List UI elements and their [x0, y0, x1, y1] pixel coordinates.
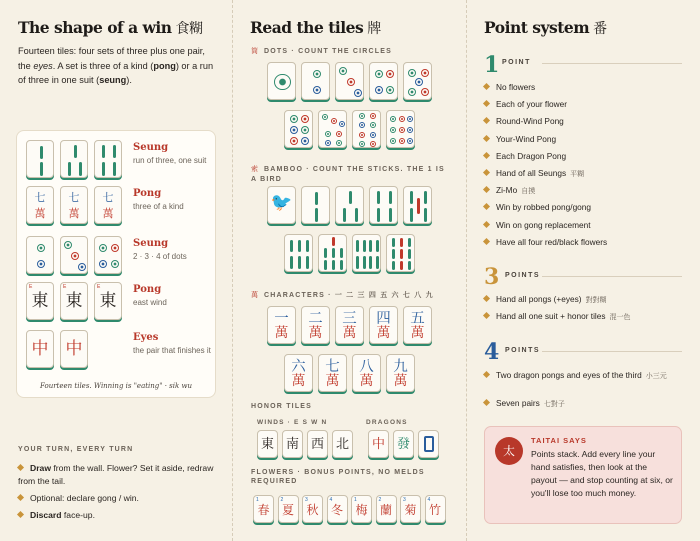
flower-tile: 2 夏 [278, 495, 299, 523]
one-point-label: POINT [502, 59, 531, 66]
turn-step: Discard face-up. [18, 509, 218, 522]
point-item: No flowers [484, 82, 684, 92]
dragon-tile: 中 [60, 330, 88, 368]
bamboo-tile [403, 186, 432, 224]
hand-caption: Fourteen tiles. Winning is "eating" · sik wu [40, 382, 192, 390]
wind-tile: 南 [282, 430, 303, 458]
character-tile: 七 萬 [94, 186, 122, 224]
four-points-number: 4 [484, 339, 500, 365]
diamond-icon [483, 186, 490, 193]
character-tile: 二 萬 [301, 306, 330, 344]
wind-tile: 東 [257, 430, 278, 458]
diamond-icon [483, 221, 490, 228]
bamboo-tile [301, 186, 330, 224]
character-tile: 七 萬 [318, 354, 347, 392]
hand-row-desc: three of a kind [133, 202, 184, 211]
dot-tile [386, 110, 415, 148]
bamboo-tile [369, 186, 398, 224]
dot-tile [352, 110, 381, 148]
bamboo-heading: 索 BAMBOO · COUNT THE STICKS. THE 1 IS A BIRD [251, 166, 445, 183]
point-item: Seven pairs 七對子 [484, 398, 684, 409]
bamboo-tile [335, 186, 364, 224]
characters-heading: 萬 CHARACTERS · 一 二 三 四 五 六 七 八 九 [251, 292, 434, 299]
flower-tile: 3 菊 [400, 495, 421, 523]
point-item: Round-Wind Pong [484, 116, 684, 126]
page-title-tiles: Read the tiles 牌 [250, 18, 381, 37]
winds-heading: WINDS · E S W N [257, 419, 328, 426]
wind-tile: E 東 [94, 282, 122, 320]
point-item: Hand all one suit + honor tiles 混一色 [484, 311, 684, 322]
dot-tile [284, 110, 313, 148]
hand-row-desc: the pair that finishes it [133, 346, 211, 355]
dragon-tile: 發 [393, 430, 414, 458]
diamond-icon [483, 295, 490, 302]
bamboo-tile [352, 234, 381, 272]
wind-tile: E 東 [60, 282, 88, 320]
hand-row-label: Pong [133, 284, 162, 295]
white-dragon-tile [418, 430, 439, 458]
flower-tile: 4 竹 [425, 495, 446, 523]
dot-tile [403, 62, 432, 100]
hand-row-label: Seung [133, 238, 169, 249]
diamond-icon [483, 135, 490, 142]
diamond-icon [483, 83, 490, 90]
point-item: Hand of all Seungs 平糊 [484, 168, 684, 179]
dot-tile [301, 62, 330, 100]
flower-tile: 1 梅 [351, 495, 372, 523]
diamond-icon [17, 494, 24, 501]
dot-tile [267, 62, 296, 100]
hand-row-label: Pong [133, 188, 162, 199]
bamboo-tile [94, 140, 122, 178]
character-tile: 九 萬 [386, 354, 415, 392]
three-points-label: POINTS [505, 272, 541, 279]
dots-heading: 筒 DOTS · COUNT THE CIRCLES [251, 48, 392, 55]
diamond-icon [483, 312, 490, 319]
hand-row-label: Seung [133, 142, 169, 153]
point-item: Each Dragon Pong [484, 151, 684, 161]
character-tile: 三 萬 [335, 306, 364, 344]
point-item: Win by robbed pong/gong [484, 202, 684, 212]
hand-row-label: Eyes [133, 332, 159, 343]
bamboo-tile [26, 140, 54, 178]
wind-tile: 北 [332, 430, 353, 458]
bamboo-tile [386, 234, 415, 272]
hand-row-desc: run of three, one suit [133, 156, 207, 165]
wind-tile: E 東 [26, 282, 54, 320]
diamond-icon [483, 169, 490, 176]
dot-tile [94, 236, 122, 274]
diamond-icon [17, 464, 24, 471]
bamboo-tile [318, 234, 347, 272]
dragon-tile: 中 [26, 330, 54, 368]
point-item: Win on gong replacement [484, 220, 684, 230]
page-title-points: Point system 番 [484, 18, 607, 37]
diamond-icon [483, 399, 490, 406]
character-tile: 七 萬 [60, 186, 88, 224]
character-tile: 七 萬 [26, 186, 54, 224]
turn-heading: YOUR TURN, EVERY TURN [18, 446, 134, 453]
character-tile: 五 萬 [403, 306, 432, 344]
flower-tile: 2 蘭 [376, 495, 397, 523]
bamboo-tile [284, 234, 313, 272]
flower-tile: 4 冬 [327, 495, 348, 523]
dragon-tile: 中 [368, 430, 389, 458]
dragons-heading: DRAGONS [366, 419, 408, 426]
flowers-heading: FLOWERS · BONUS POINTS, NO MELDS REQUIRED [251, 469, 425, 485]
diamond-icon [483, 152, 490, 159]
bamboo-tile: 🐦 [267, 186, 296, 224]
dot-tile [318, 110, 347, 148]
three-points-number: 3 [484, 264, 500, 290]
character-tile: 一 萬 [267, 306, 296, 344]
diamond-icon [483, 203, 490, 210]
dot-tile [26, 236, 54, 274]
diamond-icon [483, 100, 490, 107]
taitai-box [484, 426, 682, 524]
point-item: Two dragon pongs and eyes of the third 小三元 [484, 369, 684, 382]
diamond-icon [483, 238, 490, 245]
taitai-title: TAITAI SAYS [531, 436, 587, 445]
taitai-body: Points stack. Add every line your hand satisfies, then look at the payout — and stop counting at six, or you'll lose too much money. [531, 449, 673, 498]
dot-tile [369, 62, 398, 100]
turn-step: Optional: declare gong / win. [18, 492, 218, 505]
diamond-icon [483, 371, 490, 378]
page-title-win: The shape of a win 食糊 [18, 18, 203, 37]
four-points-label: POINTS [505, 347, 541, 354]
diamond-icon [483, 117, 490, 124]
point-item: Each of your flower [484, 99, 684, 109]
turn-step: Draw from the wall. Flower? Set it aside, redraw from the tail. [18, 463, 214, 486]
character-tile: 六 萬 [284, 354, 313, 392]
point-item: Zi-Mo 自摸 [484, 185, 684, 196]
point-item: Your-Wind Pong [484, 134, 684, 144]
wind-tile: 西 [307, 430, 328, 458]
flower-tile: 1 春 [253, 495, 274, 523]
hand-row-desc: 2 · 3 · 4 of dots [133, 252, 187, 261]
hand-row-desc: east wind [133, 298, 167, 307]
dot-tile [335, 62, 364, 100]
honor-heading: HONOR TILES [251, 403, 313, 410]
point-item: Hand all pongs (+eyes) 對對糊 [484, 294, 684, 305]
character-tile: 四 萬 [369, 306, 398, 344]
taitai-seal-icon: 太 [495, 437, 523, 465]
diamond-icon [17, 511, 24, 518]
point-item: Have all four red/black flowers [484, 237, 684, 247]
one-point-number: 1 [484, 52, 500, 78]
flower-tile: 3 秋 [302, 495, 323, 523]
bamboo-tile [60, 140, 88, 178]
intro-text: Fourteen tiles: four sets of three plus one pair, the eyes. A set is three of a kind (pong) or a run of three in one suit (seung). [18, 46, 214, 85]
character-tile: 八 萬 [352, 354, 381, 392]
dot-tile [60, 236, 88, 274]
